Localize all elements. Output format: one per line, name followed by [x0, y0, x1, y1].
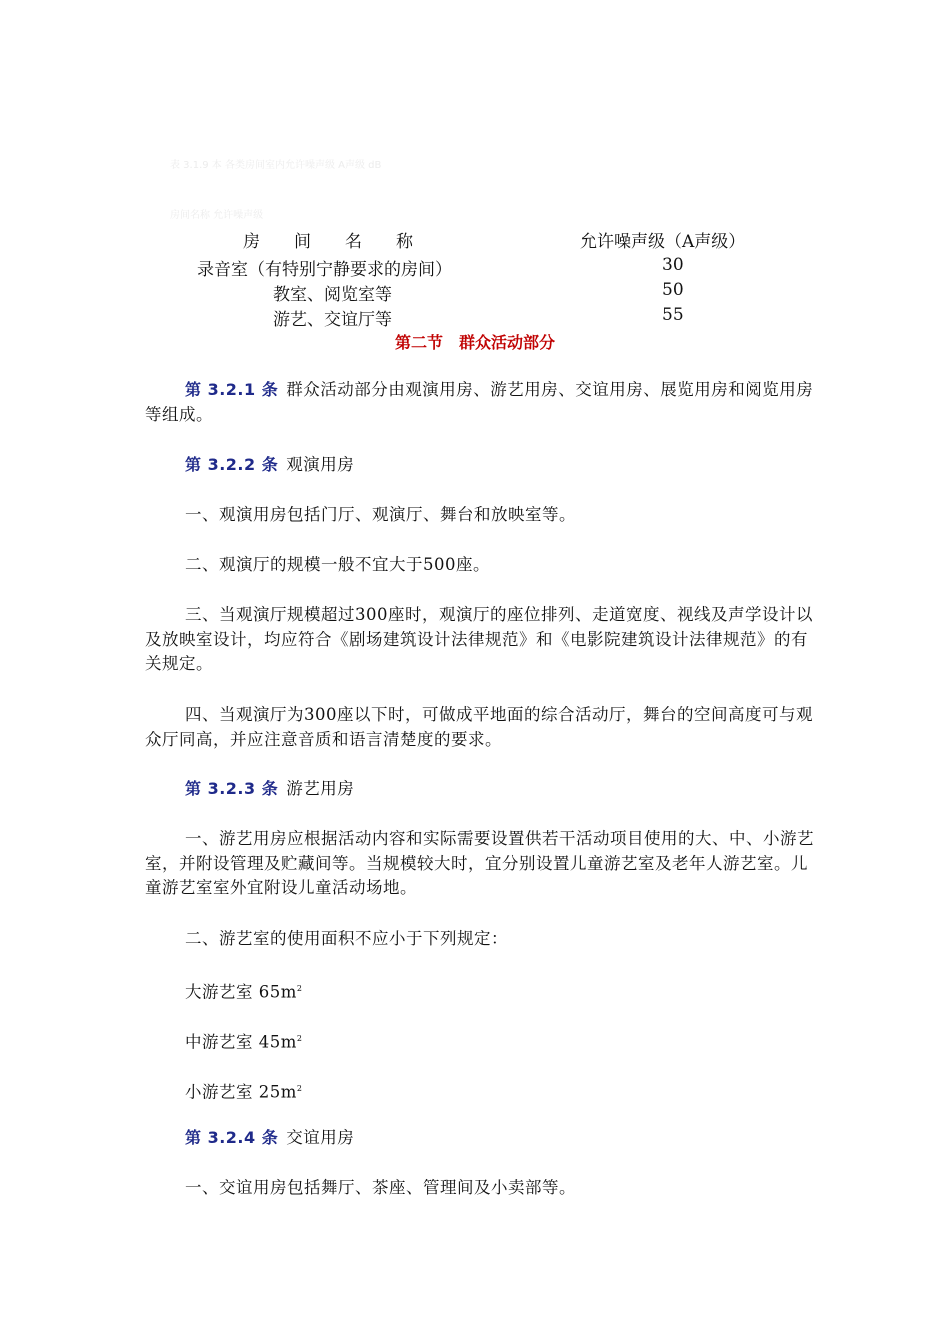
table-row-name: 录音室（有特别宁静要求的房间）	[197, 260, 452, 280]
paragraph: 一、游艺用房应根据活动内容和实际需要设置供若干活动项目使用的大、中、小游艺室，并附设管理及贮藏间等。当规模较大时，宜分别设置儿童游艺室及老年人游艺室。儿童游艺室室外宜附设儿童活动场地。	[145, 829, 814, 897]
article-3-2-3	[145, 777, 815, 802]
article-text: 群众活动部分由观演用房、游艺用房、交谊用房、展览用房和阅览用房等组成。	[145, 380, 814, 424]
article-text: 交谊用房	[286, 1128, 355, 1147]
faint-header-line-1: 表 3.1.9 本 各类房间室内允许噪声级 A声级 dB	[170, 160, 382, 171]
article-label: 第 3.2.2 条	[185, 455, 279, 474]
paragraph: 二、游艺室的使用面积不应小于下列规定：	[185, 929, 508, 948]
article-3-2-1	[145, 378, 815, 427]
paragraph: 一、观演用房包括门厅、观演厅、舞台和放映室等。	[185, 505, 576, 524]
article-3-2-2	[145, 453, 815, 478]
area-medium: 中游艺室 $45m^2$	[185, 1032, 303, 1052]
article-text: 游艺用房	[286, 779, 355, 798]
paragraph: 二、观演厅的规模一般不宜大于500座。	[185, 555, 490, 574]
table-row-value: 50	[662, 280, 684, 300]
article-label: 第 3.2.1 条	[185, 380, 279, 399]
section-title: 第二节 群众活动部分	[394, 333, 555, 352]
table-row-value: 30	[662, 255, 684, 275]
table-row-name: 游艺、交谊厅等	[273, 310, 392, 330]
table-header-name: 房 间 名 称	[243, 232, 413, 252]
area-large: 大游艺室 $65m^2$	[185, 982, 303, 1002]
area-small: 小游艺室 $25m^2$	[185, 1082, 303, 1102]
article-3-2-4	[145, 1126, 815, 1151]
table-header-level: 允许噪声级（A声级）	[580, 232, 746, 252]
paragraph: 四、当观演厅为300座以下时，可做成平地面的综合活动厅，舞台的空间高度可与观众厅同高，并应注意音质和语言清楚度的要求。	[145, 705, 813, 749]
paragraph: 三、当观演厅规模超过300座时，观演厅的座位排列、走道宽度、视线及声学设计以及放映室设计，均应符合《剧场建筑设计法律规范》和《电影院建筑设计法律规范》的有关规定。	[145, 605, 813, 673]
table-row-value: 55	[662, 305, 684, 325]
paragraph: 一、交谊用房包括舞厅、茶座、管理间及小卖部等。	[185, 1178, 576, 1197]
article-label: 第 3.2.4 条	[185, 1128, 279, 1147]
table-row-name: 教室、阅览室等	[273, 285, 392, 305]
faint-header-line-2: 房间名称 允许噪声级	[170, 210, 264, 221]
article-label: 第 3.2.3 条	[185, 779, 279, 798]
article-text: 观演用房	[286, 455, 355, 474]
